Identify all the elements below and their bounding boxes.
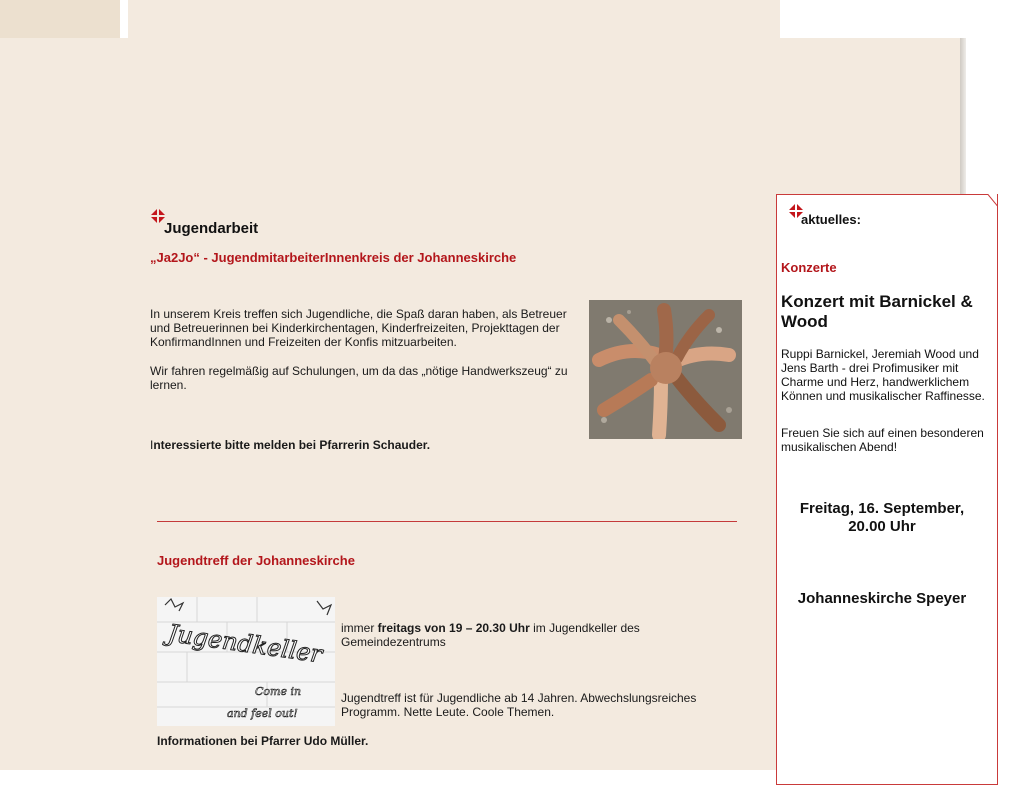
concert-invitation: Freuen Sie sich auf einen besonderen musikalischen Abend!: [781, 426, 984, 454]
graffiti-word: Jugendkeller: [166, 619, 324, 669]
jugendkeller-graffiti-image: [157, 597, 335, 726]
jugendtreff-time-bold: freitags von 19 – 20.30 Uhr: [377, 621, 530, 635]
concert-description: Ruppi Barnickel, Jeremiah Wood und Jens Barth - drei Profimusiker mit Charme und Herz, handwerklichem Können und musikalischer Raffinesse.: [781, 347, 985, 403]
graffiti-slogan-2: and feel out!: [227, 707, 298, 720]
news-sidebar: [776, 194, 998, 785]
page-shadow: [960, 38, 966, 198]
concert-title: Konzert mit Barnickel & Wood: [781, 292, 973, 331]
ja2jo-contact-initial: I: [150, 438, 154, 452]
section-divider: [157, 521, 737, 522]
ja2jo-training-text: Wir fahren regelmäßig auf Schulungen, um da das „nötige Handwerkszeug“ zu lernen.: [150, 364, 568, 392]
section-title-jugendarbeit: Jugendarbeit: [164, 220, 259, 237]
jugendtreff-time-prefix: immer: [341, 621, 378, 635]
jugendtreff-contact: Informationen bei Pfarrer Udo Müller.: [157, 734, 369, 748]
graffiti-slogan-1: Come in: [255, 685, 302, 698]
jugendtreff-title: Jugendtreff der Johanneskirche: [157, 553, 355, 568]
jugendtreff-time-suffix: im Jugendkeller des Gemeindezentrums: [341, 621, 640, 649]
header-left-block: [0, 0, 120, 38]
jugendtreff-description: Jugendtreff ist für Jugendliche ab 14 Jahren. Abwechslungsreiches Programm. Nette Leute. Coole Themen.: [341, 691, 697, 719]
ja2jo-contact: [150, 438, 585, 452]
hands-circle-photo: [589, 300, 742, 439]
ja2jo-subtitle: „Ja2Jo“ - JugendmitarbeiterInnenkreis der Johanneskirche: [150, 250, 517, 265]
ja2jo-description: In unserem Kreis treffen sich Jugendliche, die Spaß daran haben, als Betreuer und Betreuerinnen bei Kinderkirchentagen, Kinderfreizeiten, Projekttagen der KonfirmandInnen und Freizeiten der Konfis mitzuarbeiten.: [150, 307, 567, 349]
header-band: [128, 0, 780, 38]
sidebar-heading: aktuelles:: [801, 212, 861, 227]
jugendtreff-time: [341, 621, 681, 649]
concert-location: Johanneskirche Speyer: [797, 590, 967, 607]
sidebar-category: Konzerte: [781, 260, 837, 275]
ja2jo-contact-rest: nteressierte bitte melden bei Pfarrerin Schauder.: [153, 438, 431, 452]
concert-date: Freitag, 16. September, 20.00 Uhr: [799, 500, 965, 535]
